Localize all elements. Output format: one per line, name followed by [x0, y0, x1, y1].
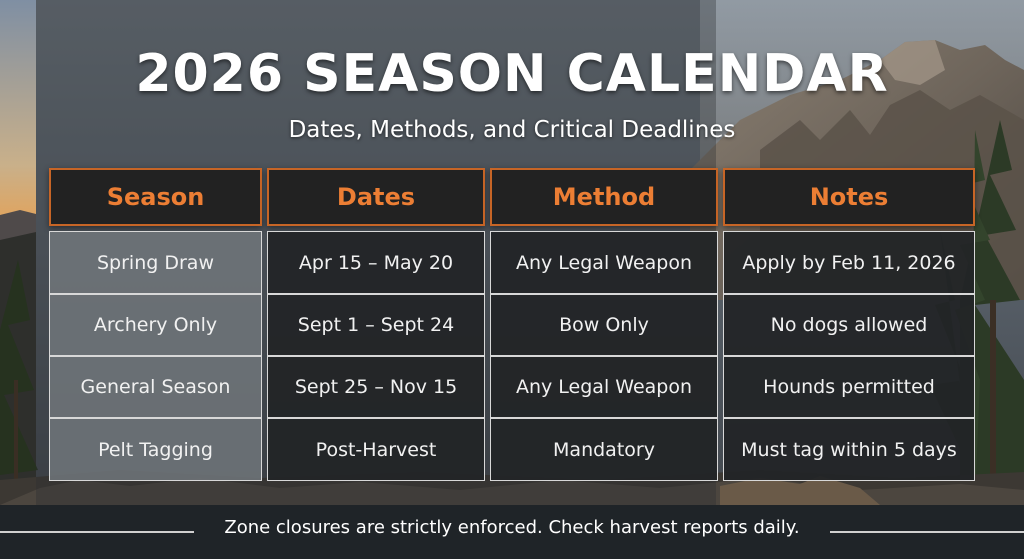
- table-cell-season: General Season: [49, 356, 262, 418]
- table-cell-notes: Hounds permitted: [723, 356, 975, 418]
- header-method: Method: [490, 168, 718, 226]
- table-cell-season: Pelt Tagging: [49, 418, 262, 481]
- table-cell-method: Mandatory: [490, 418, 718, 481]
- header-notes: Notes: [723, 168, 975, 226]
- footer-divider-left: [0, 531, 194, 533]
- table-cell-notes: No dogs allowed: [723, 294, 975, 356]
- header-dates: Dates: [267, 168, 485, 226]
- table-cell-dates: Apr 15 – May 20: [267, 231, 485, 294]
- page-title: 2026 SEASON CALENDAR: [135, 44, 889, 104]
- footer-notice: Zone closures are strictly enforced. Check harvest reports daily.: [224, 517, 800, 538]
- table-cell-method: Any Legal Weapon: [490, 356, 718, 418]
- page-subtitle: Dates, Methods, and Critical Deadlines: [288, 117, 736, 143]
- table-cell-dates: Sept 25 – Nov 15: [267, 356, 485, 418]
- footer-divider-right: [830, 531, 1024, 533]
- table-cell-dates: Post-Harvest: [267, 418, 485, 481]
- table-cell-method: Any Legal Weapon: [490, 231, 718, 294]
- table-cell-dates: Sept 1 – Sept 24: [267, 294, 485, 356]
- table-cell-notes: Apply by Feb 11, 2026: [723, 231, 975, 294]
- footer-banner: [0, 505, 1024, 559]
- table-cell-season: Spring Draw: [49, 231, 262, 294]
- table-cell-notes: Must tag within 5 days: [723, 418, 975, 481]
- table-cell-method: Bow Only: [490, 294, 718, 356]
- header-season: Season: [49, 168, 262, 226]
- table-cell-season: Archery Only: [49, 294, 262, 356]
